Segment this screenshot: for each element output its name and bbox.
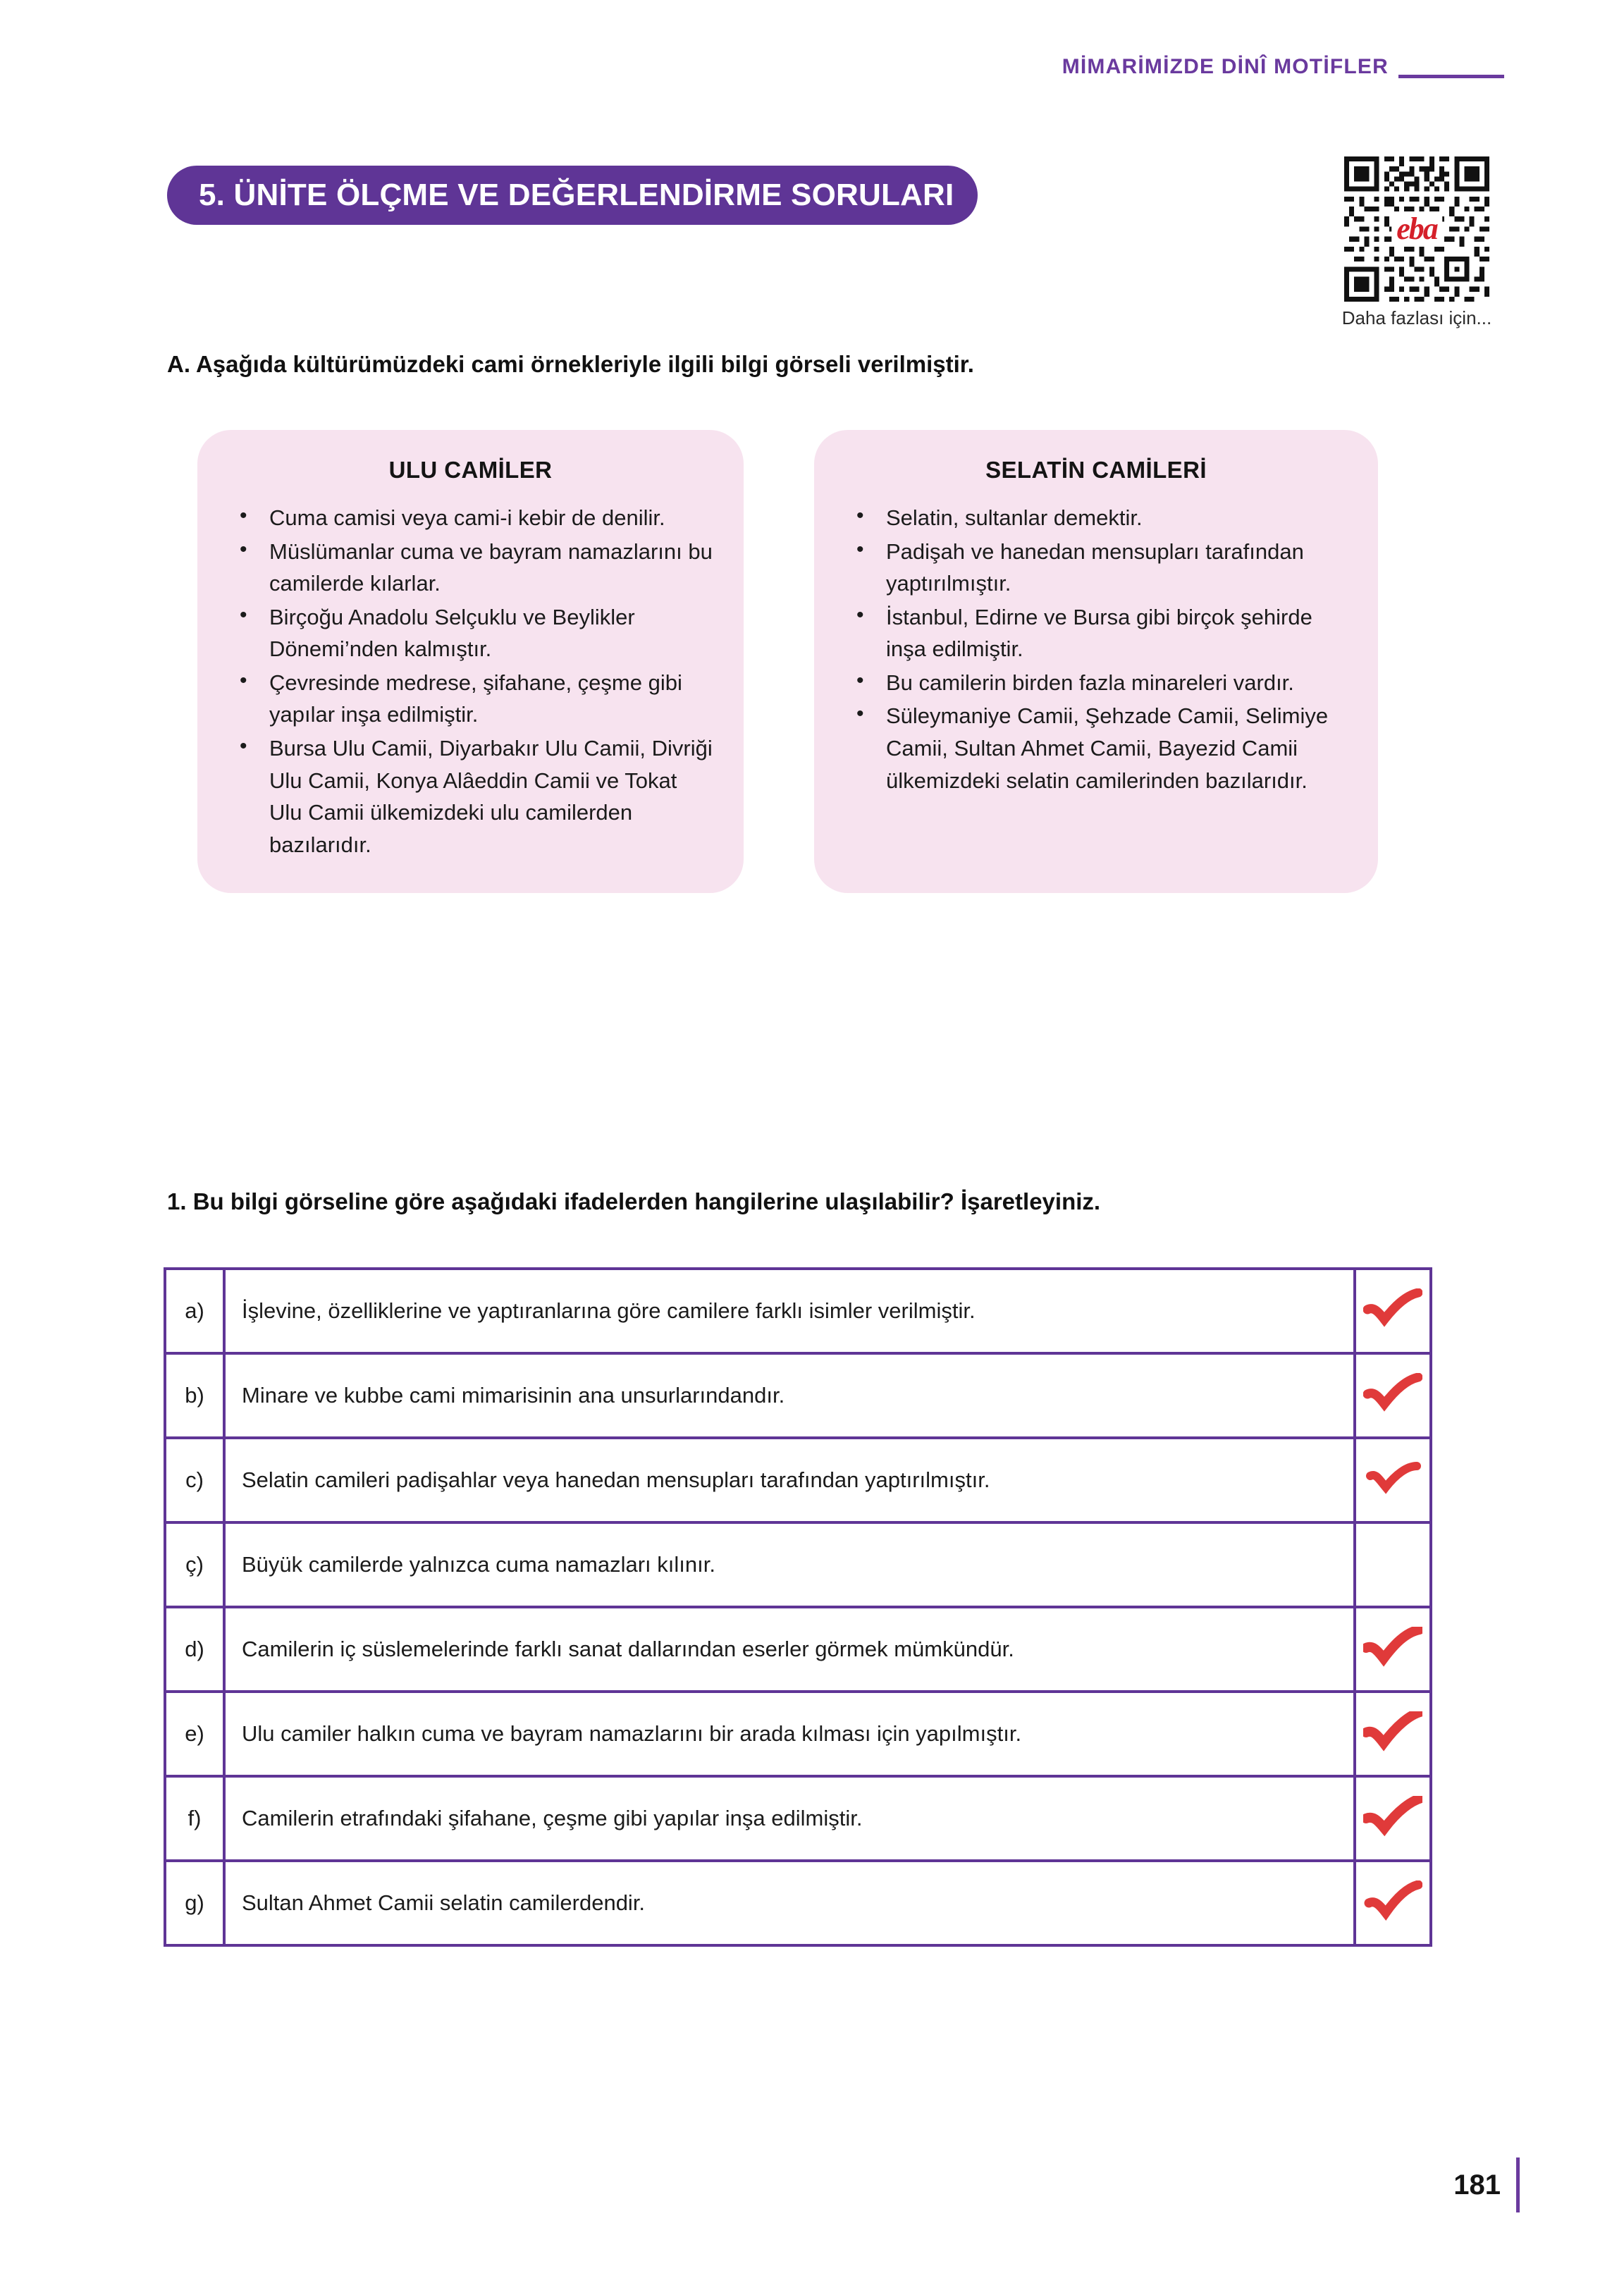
header-rule (1398, 75, 1504, 78)
row-statement: Camilerin etrafındaki şifahane, çeşme gibi yapılar inşa edilmiştir. (242, 1805, 863, 1830)
row-label: g) (185, 1890, 204, 1915)
row-statement-cell (224, 1692, 1355, 1776)
running-header (1062, 55, 1504, 79)
row-label-cell (165, 1861, 224, 1945)
row-label-cell (165, 1269, 224, 1353)
unit-title-text: 5. ÜNİTE ÖLÇME VE DEĞERLENDİRME SORULARI (199, 178, 954, 212)
row-statement-cell (224, 1861, 1355, 1945)
qr-code-image[interactable] (1344, 156, 1489, 302)
row-check-cell[interactable] (1355, 1861, 1431, 1945)
qr-caption: Daha fazlası için... (1341, 307, 1492, 328)
row-statement: Minare ve kubbe cami mimarisinin ana unsurlarındandır. (242, 1382, 785, 1408)
row-label: c) (185, 1467, 204, 1492)
check-icon (1363, 1796, 1422, 1838)
row-label: b) (185, 1383, 204, 1408)
row-statement-cell (224, 1438, 1355, 1522)
table-row[interactable] (165, 1607, 1431, 1692)
row-statement: İşlevine, özelliklerine ve yaptıranlarına göre camilere farklı isimler verilmiştir. (242, 1298, 976, 1323)
check-icon (1363, 1373, 1422, 1415)
row-label: f) (187, 1806, 202, 1830)
row-label: ç) (185, 1552, 204, 1577)
table-row[interactable] (165, 1776, 1431, 1861)
row-check-cell[interactable] (1355, 1353, 1431, 1438)
table-row[interactable] (165, 1353, 1431, 1438)
list-item: • Bu camilerin birden fazla minareleri vardır. (845, 667, 1347, 699)
list-item: • İstanbul, Edirne ve Bursa gibi birçok şehirde inşa edilmiştir. (845, 601, 1347, 665)
row-label: e) (185, 1721, 204, 1746)
list-item: • Padişah ve hanedan mensupları tarafından yaptırılmıştır. (845, 536, 1347, 600)
check-icon (1363, 1288, 1422, 1331)
page-number: 181 (1453, 2169, 1501, 2200)
row-label-cell (165, 1776, 224, 1861)
table-row[interactable] (165, 1269, 1431, 1353)
row-statement: Selatin camileri padişahlar veya hanedan mensupları tarafından yaptırılmıştır. (242, 1467, 990, 1492)
row-label-cell (165, 1438, 224, 1522)
check-icon (1363, 1880, 1422, 1923)
running-header-title: MİMARİMİZDE DİNÎ MOTİFLER (1062, 55, 1389, 78)
list-item: • Çevresinde medrese, şifahane, çeşme gibi yapılar inşa edilmiştir. (228, 667, 713, 731)
row-statement-cell (224, 1353, 1355, 1438)
list-item: • Birçoğu Anadolu Selçuklu ve Beylikler Dönemi’nden kalmıştır. (228, 601, 713, 665)
section-a-prompt: A. Aşağıda kültürümüzdeki cami örnekleriyle ilgili bilgi görseli verilmiştir. (167, 351, 974, 377)
row-statement: Camilerin iç süslemelerinde farklı sanat dallarından eserler görmek mümkündür. (242, 1636, 1014, 1661)
page-footer (1453, 2157, 1520, 2212)
table-row[interactable] (165, 1522, 1431, 1607)
list-item: • Süleymaniye Camii, Şehzade Camii, Selimiye Camii, Sultan Ahmet Camii, Bayezid Camii ülkemizdeki selatin camilerinden bazılarıdır. (845, 700, 1347, 796)
row-statement-cell (224, 1607, 1355, 1692)
check-icon (1363, 1627, 1422, 1669)
qr-block (1336, 156, 1498, 329)
row-check-cell[interactable] (1355, 1438, 1431, 1522)
check-icon (1363, 1458, 1422, 1500)
table-row[interactable] (165, 1861, 1431, 1945)
info-card-list (228, 502, 713, 861)
row-label-cell (165, 1692, 224, 1776)
table-row[interactable] (165, 1438, 1431, 1522)
row-statement-cell (224, 1776, 1355, 1861)
info-card-ulu-camiler (197, 430, 744, 893)
unit-title-banner (167, 166, 978, 225)
row-check-cell[interactable] (1355, 1776, 1431, 1861)
list-item: • Bursa Ulu Camii, Diyarbakır Ulu Camii, Divriği Ulu Camii, Konya Alâeddin Camii ve Tokat Ulu Camii ülkemizdeki ulu camilerden bazılarıdır. (228, 732, 713, 861)
row-label-cell (165, 1353, 224, 1438)
row-label: a) (185, 1298, 204, 1323)
row-label: d) (185, 1637, 204, 1661)
row-statement: Ulu camiler halkın cuma ve bayram namazlarını bir arada kılması için yapılmıştır. (242, 1720, 1022, 1746)
check-icon (1363, 1711, 1422, 1754)
info-card-title: SELATİN CAMİLERİ (985, 457, 1207, 483)
list-item: • Selatin, sultanlar demektir. (845, 502, 1347, 534)
list-item: • Cuma camisi veya cami-i kebir de denilir. (228, 502, 713, 534)
row-statement-cell (224, 1269, 1355, 1353)
footer-rule (1516, 2157, 1520, 2212)
list-item: • Müslümanlar cuma ve bayram namazlarını bu camilerde kılarlar. (228, 536, 713, 600)
row-check-cell[interactable] (1355, 1692, 1431, 1776)
question-1-prompt: 1. Bu bilgi görseline göre aşağıdaki ifadelerden hangilerine ulaşılabilir? İşaretleyiniz. (167, 1188, 1101, 1214)
row-label-cell (165, 1522, 224, 1607)
info-card-list (845, 502, 1347, 796)
row-check-cell[interactable] (1355, 1522, 1431, 1607)
row-check-cell[interactable] (1355, 1269, 1431, 1353)
answer-table (164, 1267, 1432, 1947)
table-row[interactable] (165, 1692, 1431, 1776)
eba-logo: eba (1391, 211, 1442, 247)
info-cards (197, 430, 1459, 893)
info-card-selatin-camileri (814, 430, 1378, 893)
info-card-title: ULU CAMİLER (388, 457, 553, 483)
row-statement-cell (224, 1522, 1355, 1607)
row-check-cell[interactable] (1355, 1607, 1431, 1692)
row-label-cell (165, 1607, 224, 1692)
row-statement: Büyük camilerde yalnızca cuma namazları kılınır. (242, 1551, 715, 1577)
row-statement: Sultan Ahmet Camii selatin camilerdendir. (242, 1890, 646, 1915)
